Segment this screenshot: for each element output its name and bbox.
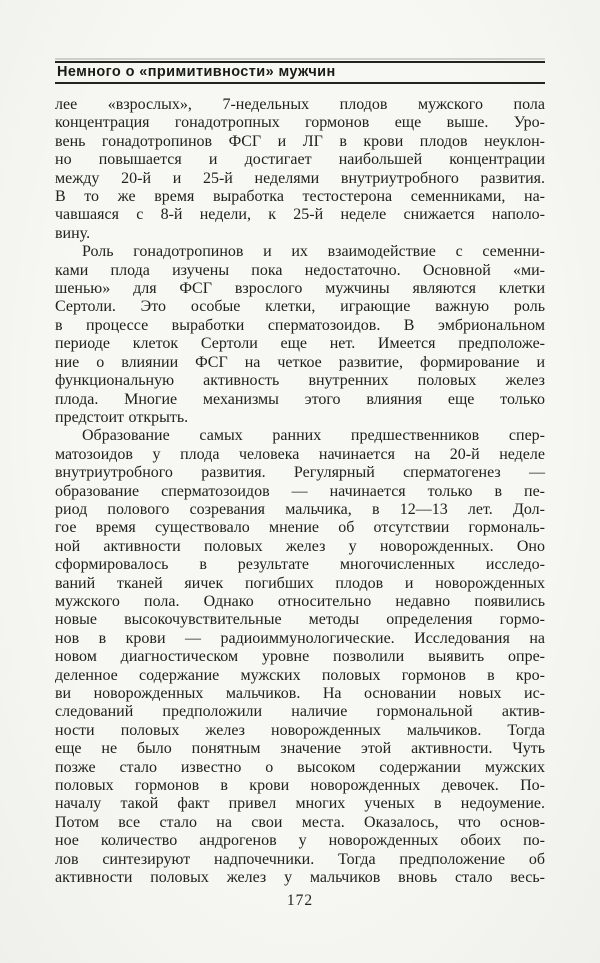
text-line: еще не было понятным значение этой активности. Чуть — [55, 740, 545, 758]
text-line: плода. Многие механизмы этого влияния еще только — [55, 390, 545, 408]
text-line: матозоидов у плода человека начинается на 20-й неделе — [55, 445, 545, 463]
text-line: риод полового созревания мальчика, в 12—13 лет. Дол- — [55, 500, 545, 518]
text-line: позже стало известно о высоком содержании мужских — [55, 758, 545, 776]
text-line: новом диагностическом уровне позволили выявить опре- — [55, 648, 545, 666]
text-line: концентрация гонадотропных гормонов еще выше. Уро- — [55, 114, 545, 132]
page-number: 172 — [286, 892, 314, 909]
text-line: чавшаяся с 8-й недели, к 25-й неделе снижается наполо- — [55, 206, 545, 224]
chapter-title: Немного о «примитивности» мужчин — [57, 64, 336, 80]
text-line: внутриутробного развития. Регулярный сперматогенез — — [55, 464, 545, 482]
text-line: активности половых желез у мальчиков вновь стало весь- — [55, 869, 545, 887]
text-line: следований предположили наличие гормональной актив- — [55, 703, 545, 721]
text-line: предстоит открыть. — [55, 408, 189, 426]
running-head — [55, 61, 545, 84]
header-rule-bottom — [55, 82, 545, 84]
text-line: половых гормонов в крови новорожденных девочек. По- — [55, 777, 545, 795]
text-line: ви новорожденных мальчиков. На основании новых ис- — [55, 685, 545, 702]
text-line: ное количество андрогенов у новорожденных обоих по- — [55, 832, 545, 850]
text-line: образование сперматозоидов — начинается только в пе- — [55, 482, 545, 500]
text-line: деленное содержание мужских половых гормонов в кро- — [55, 666, 545, 684]
text-line: ности половых желез новорожденных мальчиков. Тогда — [55, 721, 545, 739]
text-line: сформировалось в результате многочисленных исследо- — [55, 556, 545, 574]
text-line: началу такой факт привел многих ученых в недоумение. — [55, 795, 545, 813]
text-line: вень гонадотропинов ФСГ и ЛГ в крови плодов неуклон- — [55, 132, 545, 150]
text-line: Потом все стало на свои места. Оказалось, что основ- — [55, 813, 545, 831]
text-line: шенью» для ФСГ взрослого мужчины являются клетки — [55, 280, 545, 298]
text-line: новые высокочувствительные методы определения гормо- — [55, 611, 545, 629]
text-line: функциональную активность внутренних половых желез — [55, 372, 545, 390]
text-line: мужского пола. Однако относительно недавно появились — [55, 592, 545, 610]
text-line: ваний тканей яичек погибших плодов и новорожденных — [55, 574, 545, 592]
text-line: лее «взрослых», 7-недельных плодов мужского пола — [55, 96, 545, 113]
text-line: между 20-й и 25-й неделями внутриутробного развития. — [55, 169, 545, 187]
text-line: Сертоли. Это особые клетки, играющие важную роль — [55, 298, 545, 316]
text-line: ние о влиянии ФСГ на четкое развитие, формирование и — [55, 353, 545, 371]
text-line: в процессе выработки сперматозоидов. В эмбриональном — [55, 316, 545, 334]
text-line: Роль гонадотропинов и их взаимодействие с семенни- — [82, 243, 545, 261]
text-line: вину. — [55, 224, 91, 242]
text-line: но повышается и достигает наибольшей концентрации — [55, 151, 545, 169]
text-line: лов синтезируют надпочечники. Тогда предположение об — [55, 850, 545, 868]
text-line: Образование самых ранних предшественников спер- — [82, 427, 545, 445]
text-line: В то же время выработка тестостерона семенниками, на- — [55, 188, 545, 206]
text-line: ками плода изучены пока недостаточно. Основной «ми- — [55, 261, 545, 279]
body-text — [55, 96, 545, 887]
text-line: нов в крови — радиоиммунологические. Исследования на — [55, 629, 545, 647]
text-line: гое время существовало мнение об отсутствии гормональ- — [55, 519, 545, 537]
text-line: ной активности половых желез у новорожденных. Оно — [55, 537, 545, 555]
text-line: периоде клеток Сертоли еще нет. Имеется предположе- — [55, 335, 545, 353]
